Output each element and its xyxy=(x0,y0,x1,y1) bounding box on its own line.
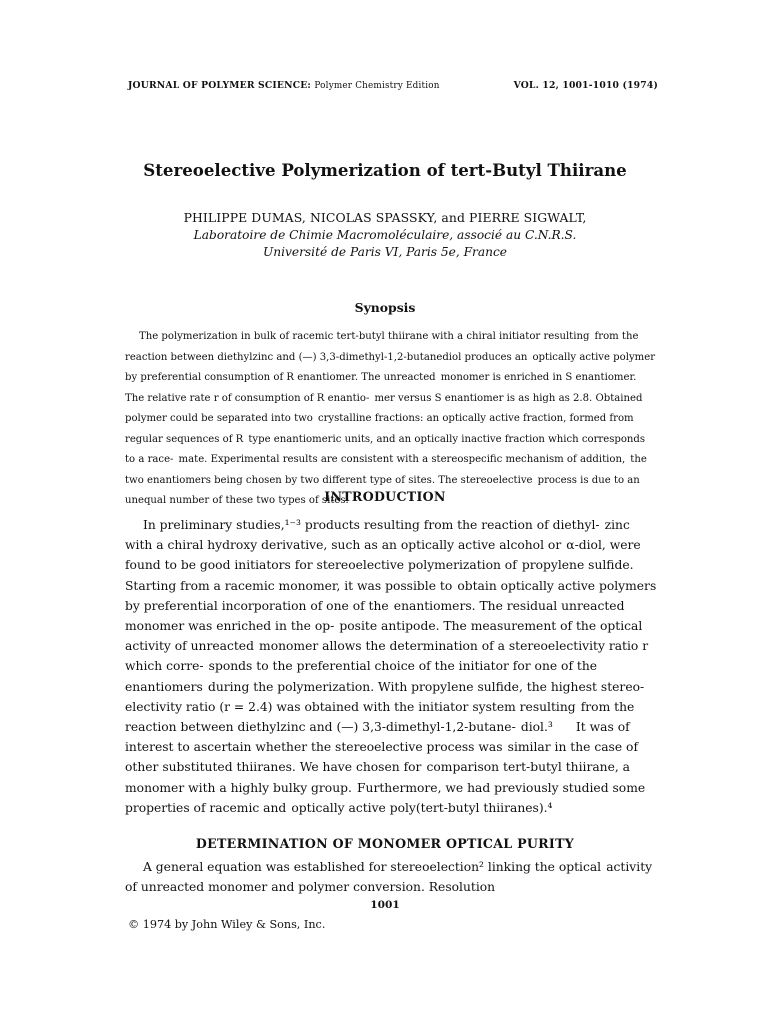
body-line: α-diol, were found to be good initiators for stereoelective polymerization of xyxy=(125,538,641,573)
synopsis-line: the two enantiomers being chosen by two different type of sites. The stereoelective xyxy=(125,454,647,486)
synopsis-line: monomer is enriched in S enantiomer. The relative rate r of consumption of R enantio- xyxy=(125,372,637,404)
journal-title: JOURNAL OF POLYMER SCIENCE: xyxy=(128,80,312,91)
introduction-heading: INTRODUCTION xyxy=(324,489,446,504)
body-line: comparison tert-butyl thiirane, a monomer with a highly bulky group. xyxy=(125,760,631,795)
body-line: monomer allows the determination of a stereoelectivity ratio r which corre- xyxy=(125,639,649,674)
body-line: from the reaction between diethylzinc and (—) 3,3-dimethyl-1,2-butane- xyxy=(125,699,635,735)
body-line: activity of unreacted monomer and polymer conversion. Resolution xyxy=(125,860,653,895)
synopsis-heading: Synopsis xyxy=(354,300,416,315)
optical-purity-heading: DETERMINATION OF MONOMER OPTICAL PURITY xyxy=(195,836,575,851)
body-line: enantiomers. The residual unreacted monomer was enriched in the op- xyxy=(125,598,625,634)
synopsis-line: crystalline fractions: an optically active fraction, formed from regular sequences of R xyxy=(125,413,634,445)
body-line: optically active poly(tert-butyl thiiranes).⁴ xyxy=(291,800,553,815)
body-line: electivity ratio (r = 2.4) was obtained with the initiator system resulting xyxy=(125,699,576,714)
running-header xyxy=(128,80,658,94)
journal-name xyxy=(128,80,440,91)
body-line: Furthermore, we had previously studied some properties of racemic and xyxy=(125,780,646,815)
introduction-text xyxy=(125,514,658,817)
page-number: 1001 xyxy=(370,899,400,911)
journal-edition: Polymer Chemistry Edition xyxy=(314,81,440,91)
body-line: obtain optically active polymers by preferential incorporation of one of the xyxy=(125,578,657,613)
synopsis-line: process is due to an unequal number of these two types of sites. xyxy=(125,474,640,506)
body-line: diol.³ xyxy=(520,720,553,735)
synopsis-line: mer versus S enantiomer is as high as 2.8. Obtained polymer could be separated into two xyxy=(125,392,643,424)
body-line: A general equation was established for stereoelection² linking the optical xyxy=(143,860,602,874)
body-line: similar in the case of other substituted thiiranes. We have chosen for xyxy=(125,740,639,775)
body-line: It was of interest to ascertain whether the stereoelective process was xyxy=(125,720,630,755)
body-line: zinc with a chiral hydroxy derivative, such as an optically active alcohol or xyxy=(125,518,630,553)
synopsis-line: mate. Experimental results are consistent with a stereospecific mechanism of addition, xyxy=(178,454,626,465)
body-line: propylene sulfide. Starting from a racemic monomer, it was possible to xyxy=(125,558,634,593)
synopsis-line: The polymerization in bulk of racemic tert-butyl thiirane with a chiral initiator resulting xyxy=(139,331,590,342)
volume-info: VOL. 12, 1001-1010 (1974) xyxy=(513,80,658,91)
synopsis-line: optically active polymer by preferential consumption of R enantiomer. The unreacted xyxy=(125,351,656,383)
affiliation-line: Laboratoire de Chimie Macromoléculaire, associé au C.N.R.S. xyxy=(193,228,577,242)
synopsis-line: type enantiomeric units, and an optically inactive fraction which corresponds to a race- xyxy=(125,433,646,465)
body-line: posite antipode. The measurement of the optical activity of unreacted xyxy=(125,619,643,654)
body-line: sponds to the preferential choice of the initiator for one of the enantiomers xyxy=(125,659,598,694)
synopsis-line: from the reaction between diethylzinc and (—) 3,3-dimethyl-1,2-butanediol produces an xyxy=(125,331,639,363)
body-line: In preliminary studies,¹⁻³ products resulting from the reaction of diethyl- xyxy=(143,518,600,532)
optical-purity-text xyxy=(125,856,658,896)
synopsis-text xyxy=(125,324,658,509)
copyright-notice: © 1974 by John Wiley & Sons, Inc. xyxy=(128,918,326,931)
authors: PHILIPPE DUMAS, NICOLAS SPASSKY, and PIERRE SIGWALT, xyxy=(183,210,587,225)
body-line: during the polymerization. With propylene sulfide, the highest stereo- xyxy=(207,679,645,694)
article-title: Stereoelective Polymerization of tert-Butyl Thiirane xyxy=(143,160,627,180)
affiliation-line: Université de Paris VI, Paris 5e, France xyxy=(262,245,508,259)
